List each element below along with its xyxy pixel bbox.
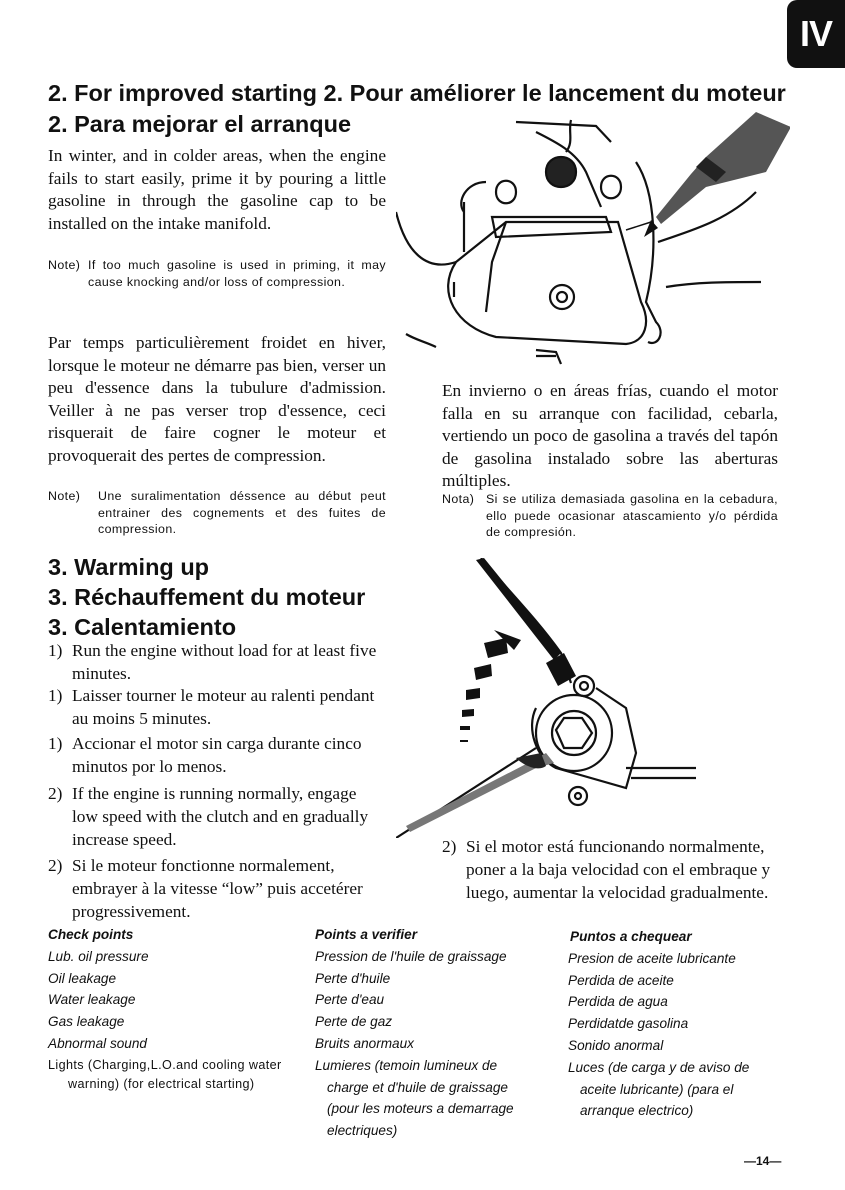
chapter-tab-label: IV xyxy=(799,13,832,54)
note-label: Note) xyxy=(48,258,81,272)
section2-es-text: En invierno o en áreas frías, cuando el motor falla en su arranque con facilidad, cebarla, vertiendo un poco de gasolina a través del tapón de gasolina instalado sobre las aberturas múltiples. xyxy=(442,381,778,491)
list-item xyxy=(442,836,778,904)
checkpoint-item: Gas leakage xyxy=(48,1014,125,1030)
checkpoint-item: Perte de gaz xyxy=(315,1014,393,1030)
item-text: Laisser tourner le moteur au ralenti pendant au moins 5 minutes. xyxy=(72,686,375,728)
checkpoint-item: Lights (Charging,L.O.and cooling water xyxy=(48,1057,282,1072)
checkpoint-item: Water leakage xyxy=(48,992,136,1008)
note-label: Note) xyxy=(48,489,81,503)
throttle-lever-illustration xyxy=(396,558,706,838)
checkpoint-item: aceite lubricante) (para el xyxy=(580,1081,734,1097)
section3-title-en: 3. Warming up xyxy=(48,554,210,580)
note-text: Si se utiliza demasiada gasolina en la cebadura, ello puede ocasionar atascamiento y/o pérdida de compresión. xyxy=(486,492,778,539)
section2-fr-text: Par temps particulièrement froidet en hiver, lorsque le moteur ne démarre pas bien, verser un peu d'essence dans la tubulure d'admission. Veiller à ne pas verser trop d'essence, ceci risquerait de faire cogner le moteur et provoquerait des pertes de compression. xyxy=(48,333,386,465)
note-text: If too much gasoline is used in priming, it may cause knocking and/or loss of compression. xyxy=(88,258,386,289)
item-text: Run the engine without load for at least five minutes. xyxy=(72,641,377,683)
checkpoints-fr xyxy=(315,924,514,1142)
checkpoints-heading: Puntos a chequear xyxy=(570,929,692,944)
checkpoint-item: Lub. oil pressure xyxy=(48,948,149,964)
checkpoint-item: Lumieres (temoin lumineux de xyxy=(315,1057,498,1073)
item-text: If the engine is running normally, engage low speed with the clutch and en gradually increase speed. xyxy=(72,784,369,849)
checkpoints-heading: Points a verifier xyxy=(315,927,417,942)
checkpoint-item: Perte d'huile xyxy=(315,970,391,986)
list-item xyxy=(48,733,386,779)
note-label: Nota) xyxy=(442,492,475,506)
priming-cup-illustration xyxy=(396,112,790,374)
checkpoint-item: Perdidatde gasolina xyxy=(568,1016,689,1032)
list-item xyxy=(48,783,386,851)
checkpoint-item: Presion de aceite lubricante xyxy=(568,950,736,966)
checkpoint-item: charge et d'huile de graissage xyxy=(327,1079,508,1095)
checkpoint-item: Perdida de agua xyxy=(568,994,668,1010)
checkpoint-item: Luces (de carga y de aviso de xyxy=(568,1059,750,1075)
checkpoints-en xyxy=(48,924,282,1093)
list-item xyxy=(48,855,386,923)
section2-en-text: In winter, and in colder areas, when the engine fails to start easily, prime it by pouring a little gasoline in through the gasoline cap to be installed on the intake manifold. xyxy=(48,146,386,233)
item-number: 2) xyxy=(442,837,457,856)
section3-title-es: 3. Calentamiento xyxy=(48,614,237,640)
checkpoint-item: (pour les moteurs a demarrage xyxy=(327,1101,514,1117)
checkpoint-item: electriques) xyxy=(327,1123,398,1139)
checkpoint-item: Pression de l'huile de graissage xyxy=(315,948,507,964)
list-item xyxy=(48,640,386,686)
section2-title-en-fr: 2. For improved starting 2. Pour améliorer le lancement du moteur xyxy=(48,80,786,106)
checkpoint-item: Oil leakage xyxy=(48,970,117,986)
item-number: 2) xyxy=(48,856,63,875)
checkpoint-item: Perdida de aceite xyxy=(568,972,674,988)
section2-es-note xyxy=(442,491,778,541)
checkpoint-item: warning) (for electrical starting) xyxy=(68,1076,255,1091)
section2-fr-note xyxy=(48,488,386,538)
checkpoints-es xyxy=(568,926,749,1122)
section2-en-note xyxy=(48,257,386,290)
item-number: 1) xyxy=(48,641,63,660)
item-number: 1) xyxy=(48,686,63,705)
checkpoint-item: Sonido anormal xyxy=(568,1037,664,1053)
section3-title-fr: 3. Réchauffement du moteur xyxy=(48,584,366,610)
item-number: 1) xyxy=(48,734,63,753)
list-item xyxy=(48,685,386,731)
checkpoint-item: Bruits anormaux xyxy=(315,1035,414,1051)
note-text: Une suralimentation déssence au début peut entrainer des cognements et des fuites de compression. xyxy=(98,489,386,536)
item-text: Si le moteur fonctionne normalement, embrayer à la vitesse “low” puis accetérer progressivement. xyxy=(72,856,363,921)
page-number: —14— xyxy=(744,1154,782,1168)
item-number: 2) xyxy=(48,784,63,803)
item-text: Accionar el motor sin carga durante cinco minutos por lo menos. xyxy=(72,734,362,776)
checkpoints-heading: Check points xyxy=(48,927,134,942)
section2-title-es: 2. Para mejorar el arranque xyxy=(48,111,352,137)
checkpoint-item: arranque electrico) xyxy=(580,1103,694,1119)
chapter-tab xyxy=(787,0,845,68)
checkpoint-item: Abnormal sound xyxy=(48,1035,147,1051)
checkpoint-item: Perte d'eau xyxy=(315,992,385,1008)
item-text: Si el motor está funcionando normalmente, poner a la baja velocidad con el embraque y luego, aumentar la velocidad gradualmente. xyxy=(466,837,771,902)
